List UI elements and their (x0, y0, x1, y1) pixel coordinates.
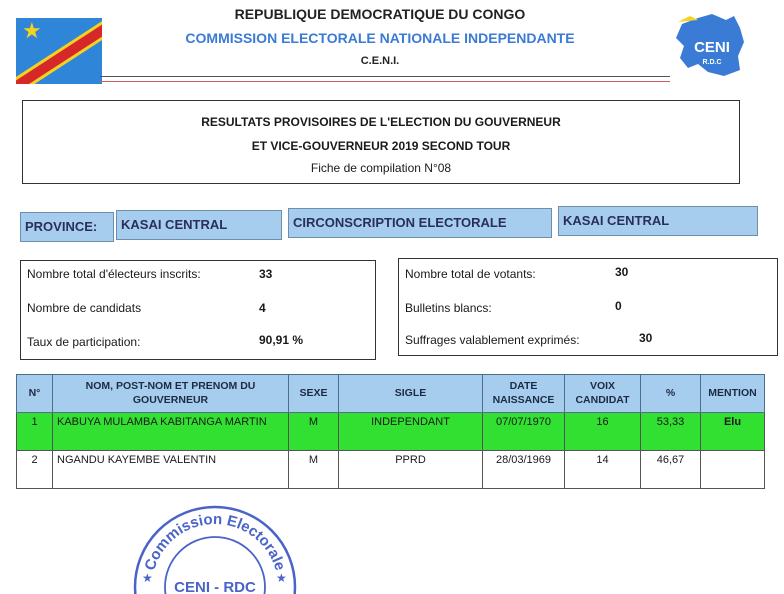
col-header-votes: VOIX CANDIDAT (565, 375, 641, 413)
registered-voters-value: 33 (259, 267, 273, 281)
stamp-center-text: CENI - RDC (174, 579, 256, 594)
candidate-mention: Elu (701, 413, 765, 451)
table-header-row (17, 375, 765, 413)
candidates-count-value: 4 (259, 301, 266, 315)
col-header-number: N° (17, 375, 53, 413)
candidate-party: INDEPENDANT (339, 413, 483, 451)
official-stamp (130, 502, 300, 594)
province-value: KASAI CENTRAL (116, 210, 282, 240)
col-header-party: SIGLE (339, 375, 483, 413)
table-row (17, 451, 765, 489)
col-header-sex: SEXE (289, 375, 339, 413)
voter-stats-box (20, 260, 376, 360)
valid-votes-label: Suffrages valablement exprimés: (405, 333, 580, 347)
star-icon: ★ (22, 18, 42, 43)
total-voters-value: 30 (615, 265, 629, 279)
country-title: REPUBLIQUE DEMOCRATIQUE DU CONGO (234, 6, 526, 22)
candidate-party: PPRD (339, 451, 483, 489)
commission-acronym: C.E.N.I. (360, 55, 400, 67)
logo-text: CENI (694, 39, 730, 56)
header-divider-red (100, 81, 670, 82)
document-title-box (22, 100, 740, 184)
candidate-sex: M (289, 451, 339, 489)
valid-votes-value: 30 (639, 331, 653, 345)
svg-text:★: ★ (276, 571, 287, 585)
document-title-line1: RESULTATS PROVISOIRES DE L'ELECTION DU GOUVERNEUR (201, 115, 561, 129)
row-number: 1 (17, 413, 53, 451)
commission-title: COMMISSION ELECTORALE NATIONALE INDEPENDANTE (185, 30, 575, 46)
participation-rate-label: Taux de participation: (27, 335, 141, 349)
table-row (17, 413, 765, 451)
ceni-logo (668, 10, 754, 80)
compilation-sheet-number: Fiche de compilation N°08 (310, 161, 452, 175)
registered-voters-label: Nombre total d'électeurs inscrits: (27, 267, 201, 281)
candidate-votes: 14 (565, 451, 641, 489)
header-divider (100, 76, 670, 77)
candidate-sex: M (289, 413, 339, 451)
province-label: PROVINCE: (20, 212, 114, 242)
row-number: 2 (17, 451, 53, 489)
logo-subtext: R.D.C (702, 59, 722, 66)
blank-ballots-label: Bulletins blancs: (405, 301, 492, 315)
blank-ballots-value: 0 (615, 299, 622, 313)
candidate-percent: 46,67 (641, 451, 701, 489)
candidate-name: NGANDU KAYEMBE VALENTIN (53, 451, 289, 489)
document-title-line2: ET VICE-GOUVERNEUR 2019 SECOND TOUR (251, 139, 511, 153)
candidates-count-label: Nombre de candidats (27, 301, 142, 315)
candidate-name: KABUYA MULAMBA KABITANGA MARTIN (53, 413, 289, 451)
ballot-stats-box (398, 258, 778, 356)
stamp-arc-text: Commission Electorale (141, 510, 289, 573)
col-header-name: NOM, POST-NOM ET PRENOM DU GOUVERNEUR (53, 375, 289, 413)
svg-text:★: ★ (142, 571, 153, 585)
results-table (16, 374, 765, 489)
candidate-votes: 16 (565, 413, 641, 451)
svg-text:Commission Electorale (141, 511, 288, 573)
drc-flag (16, 18, 102, 84)
col-header-percent: % (641, 375, 701, 413)
col-header-mention: MENTION (701, 375, 765, 413)
total-voters-label: Nombre total de votants: (405, 267, 536, 281)
candidate-birthdate: 28/03/1969 (483, 451, 565, 489)
candidate-percent: 53,33 (641, 413, 701, 451)
col-header-birthdate: DATE NAISSANCE (483, 375, 565, 413)
circonscription-label: CIRCONSCRIPTION ELECTORALE (288, 208, 552, 238)
candidate-birthdate: 07/07/1970 (483, 413, 565, 451)
candidate-mention (701, 451, 765, 489)
participation-rate-value: 90,91 % (259, 333, 304, 347)
circonscription-value: KASAI CENTRAL (558, 206, 758, 236)
